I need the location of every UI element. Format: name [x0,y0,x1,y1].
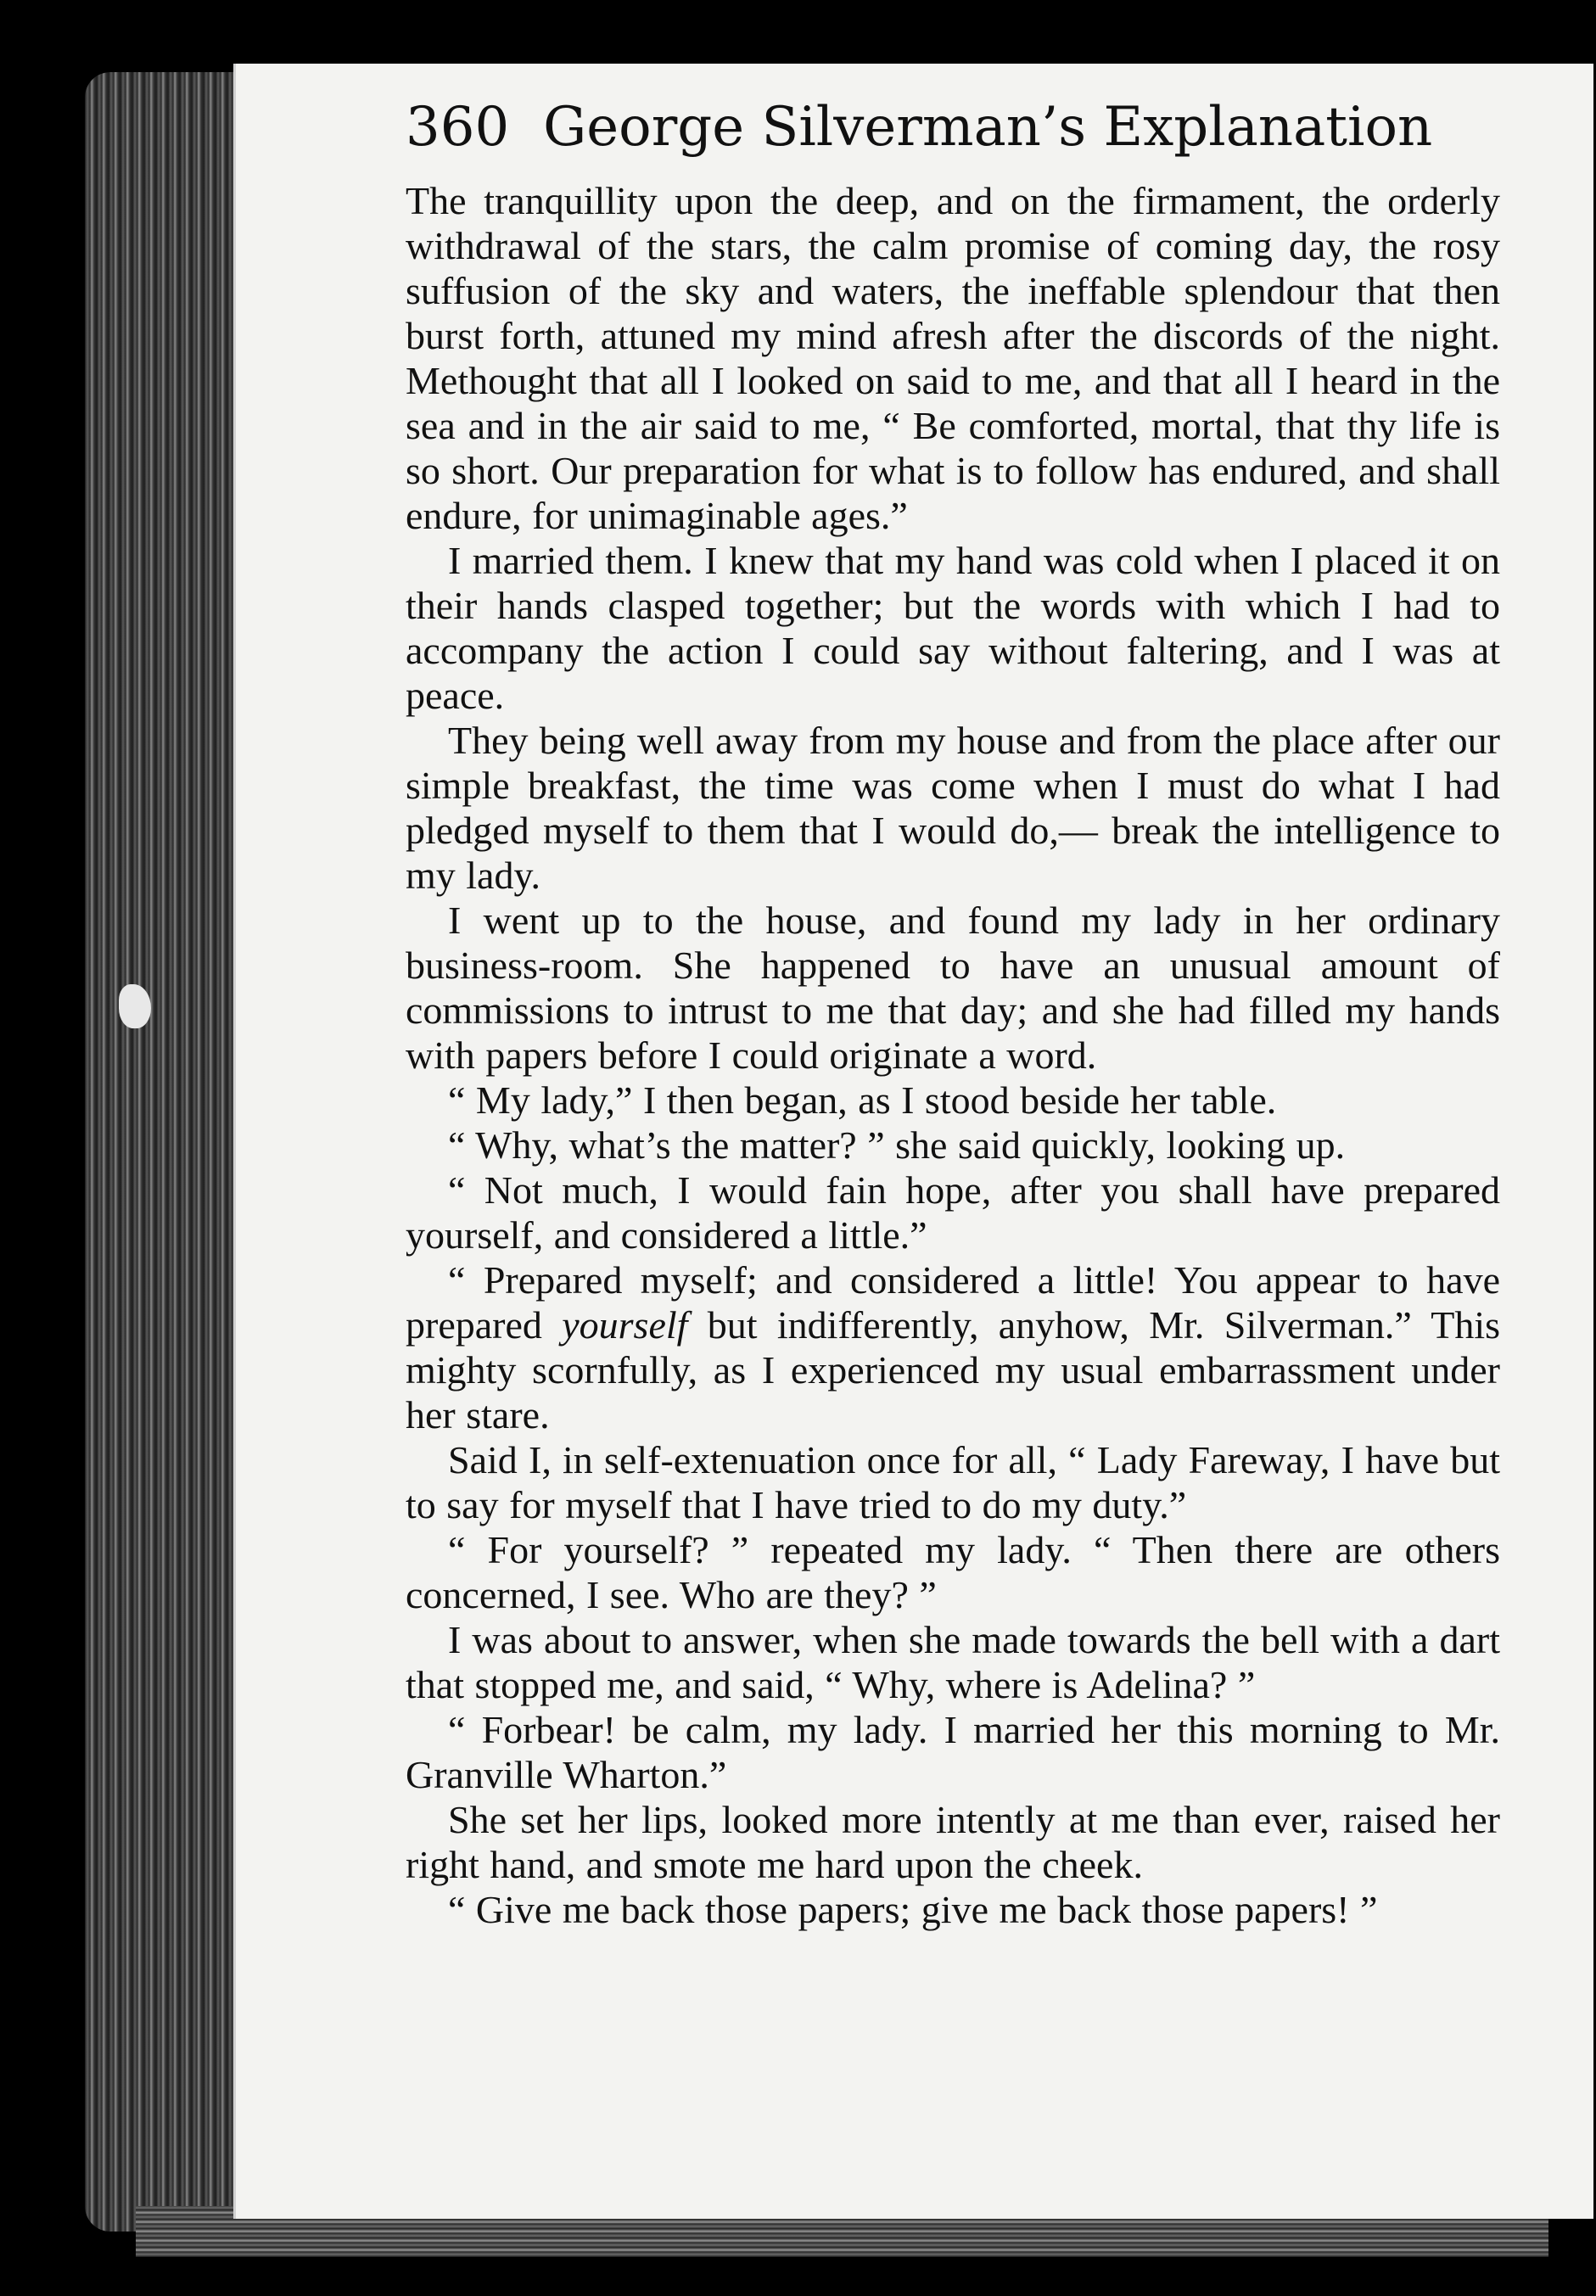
book-page [233,64,1593,2219]
paragraph: “ Not much, I would fain hope, after you shall have prepared yourself, and considered a little.” [406,1168,1500,1257]
paragraph: “ My lady,” I then began, as I stood beside her table. [448,1078,1277,1122]
paragraph: The tranquillity upon the deep, and on the firmament, the orderly withdrawal of the stars, the calm promise of coming day, the rosy suffusion of the sky and waters, the ineffable splendour that then burst forth, attuned my mind afresh after the discords of the night. Methought that all I looked on said to me, and that all I heard in the sea and in the air said to me, “ Be comforted, mortal, that thy life is so short. Our preparation for what is to follow has endured, and shall endure, for unimaginable ages.” [406,179,1500,537]
paragraph: I married them. I knew that my hand was cold when I placed it on their hands clasped together; but the words with which I had to accompany the action I could say without faltering, and I was at peace. [406,539,1500,717]
paragraph [406,1257,1500,1437]
page-number: 360 [406,96,510,159]
book-page-edges [85,72,246,2232]
paragraph-part: “ Prepared myself; and considered a little! You appear to have prepared [406,1258,1500,1347]
running-head [406,81,1593,174]
paragraph: “ For yourself? ” repeated my lady. “ Then there are others concerned, I see. Who are they? ” [406,1528,1500,1616]
paragraph: I went up to the house, and found my lady in her ordinary business-room. She happened to have an unusual amount of commissions to intrust to me that day; and she had filled my hands with papers before I could originate a word. [406,899,1500,1077]
paragraph: Said I, in self-extenuation once for all, “ Lady Fareway, I have but to say for myself that I have tried to do my duty.” [406,1438,1500,1526]
emphasized-word: yourself [562,1303,688,1347]
paragraph: “ Forbear! be calm, my lady. I married her this morning to Mr. Granville Wharton.” [406,1708,1500,1796]
paragraph: “ Why, what’s the matter? ” she said quickly, looking up. [448,1123,1346,1167]
paragraph: They being well away from my house and from the place after our simple breakfast, the time was come when I must do what I had pledged myself to them that I would do,— break the intelligence to my lady. [406,719,1500,897]
paragraph: “ Give me back those papers; give me back those papers! ” [448,1888,1378,1931]
running-title: George Silverman’s Explanation [543,96,1433,159]
paragraph: She set her lips, looked more intently at me than ever, raised her right hand, and smote me hard upon the cheek. [406,1798,1500,1886]
paragraph-part: but indifferently, anyhow, Mr. Silverman.” This mighty scornfully, as I experienced my usual embarrassment under her stare. [406,1303,1501,1436]
paragraph: I was about to answer, when she made towards the bell with a dart that stopped me, and said, “ Why, where is Adelina? ” [406,1618,1500,1706]
body-text [406,178,1500,1932]
